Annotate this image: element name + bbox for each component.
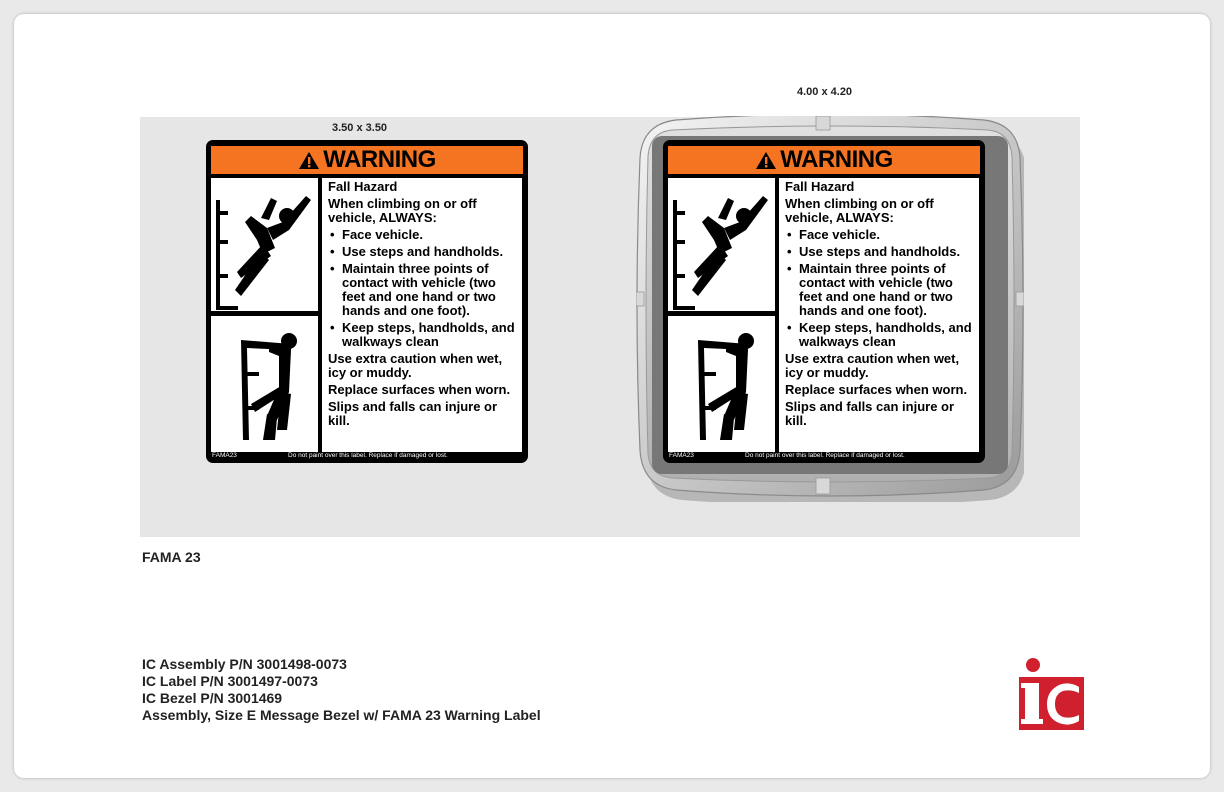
warning-title: WARNING: [323, 146, 436, 173]
warning-label-bezel: [663, 140, 985, 463]
bullet-item: • Use steps and handholds.: [785, 245, 975, 259]
label-part-number: IC Label P/N 3001497-0073: [142, 673, 318, 689]
intro-text: When climbing on or off vehicle, ALWAYS:: [785, 196, 934, 225]
ic-logo-icon: [1019, 657, 1084, 730]
warning-banner: [668, 146, 980, 174]
warning-label-small: [206, 140, 528, 463]
bullet-item: • Face vehicle.: [328, 228, 518, 242]
bullet-item: • Face vehicle.: [785, 228, 975, 242]
climbing-person-icon: [211, 316, 318, 452]
warning-text-panel: [322, 178, 522, 452]
hazard-heading: Fall Hazard: [785, 179, 855, 194]
note-text: Use extra caution when wet, icy or muddy.: [328, 351, 503, 380]
hazard-heading: Fall Hazard: [328, 179, 398, 194]
label-code: FAMA23: [669, 452, 694, 459]
product-name: FAMA 23: [142, 549, 201, 565]
bullet-item: • Keep steps, handholds, and walkways clean: [785, 321, 975, 349]
bullet-item: • Use steps and handholds.: [328, 245, 518, 259]
note-text: Use extra caution when wet, icy or muddy.: [785, 351, 960, 380]
bullet-item: • Maintain three points of contact with vehicle (two feet and one hand or two hands and one foot).: [328, 262, 518, 318]
part-numbers: [142, 656, 541, 724]
footer-note: Do not paint over this label. Replace if damaged or lost.: [745, 452, 905, 459]
falling-person-icon: [211, 178, 318, 311]
bullet-item: • Maintain three points of contact with vehicle (two feet and one hand or two hands and one foot).: [785, 262, 975, 318]
note-text: Slips and falls can injure or kill.: [785, 399, 955, 428]
warning-banner: [211, 146, 523, 174]
warning-text-panel: [779, 178, 979, 452]
footer-note: Do not paint over this label. Replace if damaged or lost.: [288, 452, 448, 459]
bullet-item: • Keep steps, handholds, and walkways clean: [328, 321, 518, 349]
label-footer: [669, 452, 979, 461]
small-size-label: 3.50 x 3.50: [332, 122, 388, 134]
note-text: Slips and falls can injure or kill.: [328, 399, 498, 428]
assembly-description: Assembly, Size E Message Bezel w/ FAMA 23 Warning Label: [142, 707, 541, 723]
large-size-label: 4.00 x 4.20: [797, 86, 853, 98]
climbing-person-icon: [668, 316, 775, 452]
label-code: FAMA23: [212, 452, 237, 459]
bezel-part-number: IC Bezel P/N 3001469: [142, 690, 283, 706]
note-text: Replace surfaces when worn.: [785, 382, 968, 397]
assembly-part-number: IC Assembly P/N 3001498-0073: [142, 656, 347, 672]
note-text: Replace surfaces when worn.: [328, 382, 511, 397]
falling-person-icon: [668, 178, 775, 311]
warning-triangle-icon: [298, 151, 320, 170]
warning-title: WARNING: [780, 146, 893, 173]
warning-triangle-icon: [755, 151, 777, 170]
intro-text: When climbing on or off vehicle, ALWAYS:: [328, 196, 477, 225]
label-footer: [212, 452, 522, 461]
